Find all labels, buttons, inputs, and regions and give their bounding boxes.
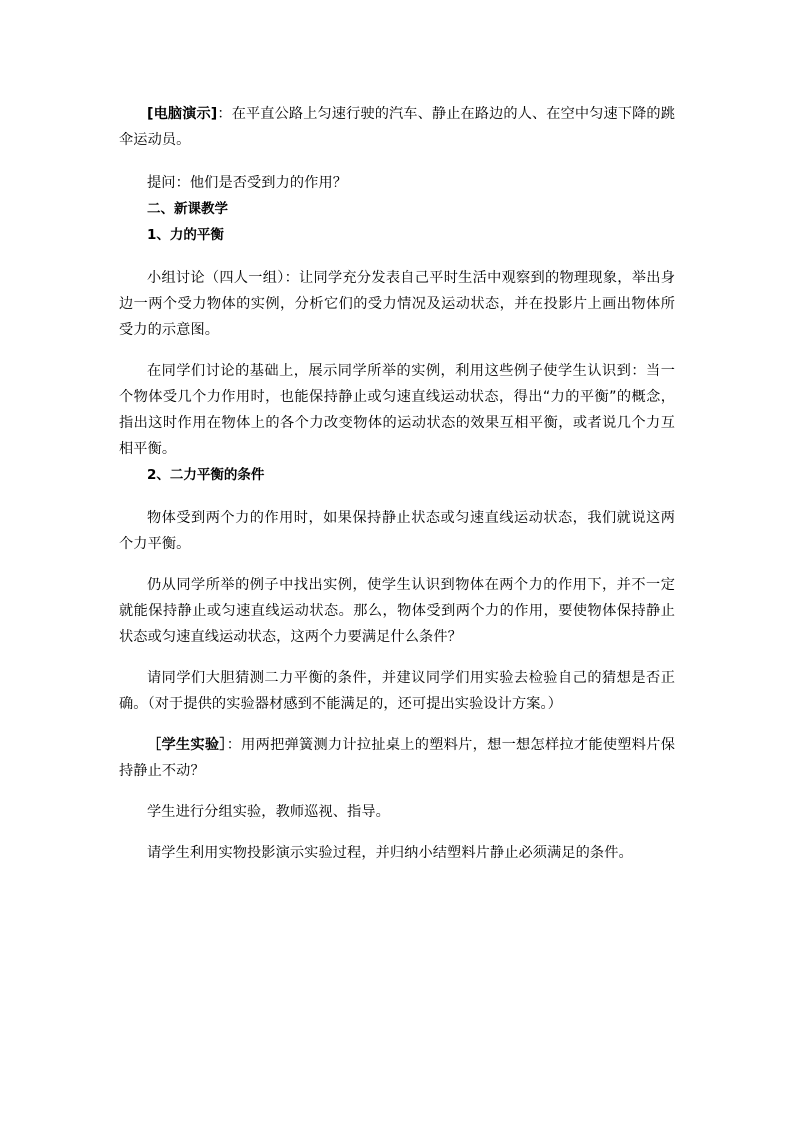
paragraph-group-discussion: 小组讨论（四人一组）：让同学充分发表自己平时生活中观察到的物理现象，举出身边一两个受力物体的实例，分析它们的受力情况及运动状态，并在投影片上画出物体所受力的示意图。 [119, 270, 675, 338]
document-body [119, 101, 675, 866]
computer-demo-label: [电脑演示] [147, 106, 218, 122]
student-experiment-text: ：用两把弹簧测力计拉扯桌上的塑料片，想一想怎样拉才能使塑料片保持静止不动？ [119, 737, 675, 779]
paragraph-group-experiment: 学生进行分组实验，教师巡视、指导。 [147, 804, 390, 820]
section-heading-new-lesson: 二、新课教学 [147, 201, 228, 217]
paragraph-question: 提问：他们是否受到力的作用？ [147, 175, 348, 191]
computer-demo-text: ：在平直公路上匀速行驶的汽车、静止在路边的人、在空中匀速下降的跳伞运动员。 [119, 106, 675, 148]
paragraph-computer-demo [119, 101, 675, 153]
student-experiment-label: ［学生实验］ [147, 737, 227, 753]
subsection-heading-force-balance: 1、力的平衡 [147, 227, 224, 243]
subsection-heading-two-force-conditions: 2、二力平衡的条件 [147, 467, 265, 483]
paragraph-guess-conditions: 请同学们大胆猜测二力平衡的条件，并建议同学们用实验去检验自己的猜想是否正确。（对于提供的实验器材感到不能满足的，还可提出实验设计方案。） [119, 670, 675, 712]
paragraph-conditions-question: 仍从同学所举的例子中找出实例，使学生认识到物体在两个力的作用下，并不一定就能保持静止或匀速直线运动状态。那么，物体受到两个力的作用，要使物体保持静止状态或匀速直线运动状态，这两个力要满足什么条件？ [119, 577, 675, 645]
paragraph-student-experiment [119, 732, 675, 784]
paragraph-two-force-definition: 物体受到两个力的作用时，如果保持静止状态或匀速直线运动状态，我们就说这两个力平衡。 [119, 510, 675, 552]
paragraph-projection-summary: 请学生利用实物投影演示实验过程，并归纳小结塑料片静止必须满足的条件。 [147, 845, 633, 861]
paragraph-balance-concept: 在同学们讨论的基础上，展示同学所举的实例，利用这些例子使学生认识到：当一个物体受几个力作用时，也能保持静止或匀速直线运动状态，得出“力的平衡”的概念，指出这时作用在物体上的各个力改变物体的运动状态的效果互相平衡，或者说几个力互相平衡。 [119, 363, 675, 457]
